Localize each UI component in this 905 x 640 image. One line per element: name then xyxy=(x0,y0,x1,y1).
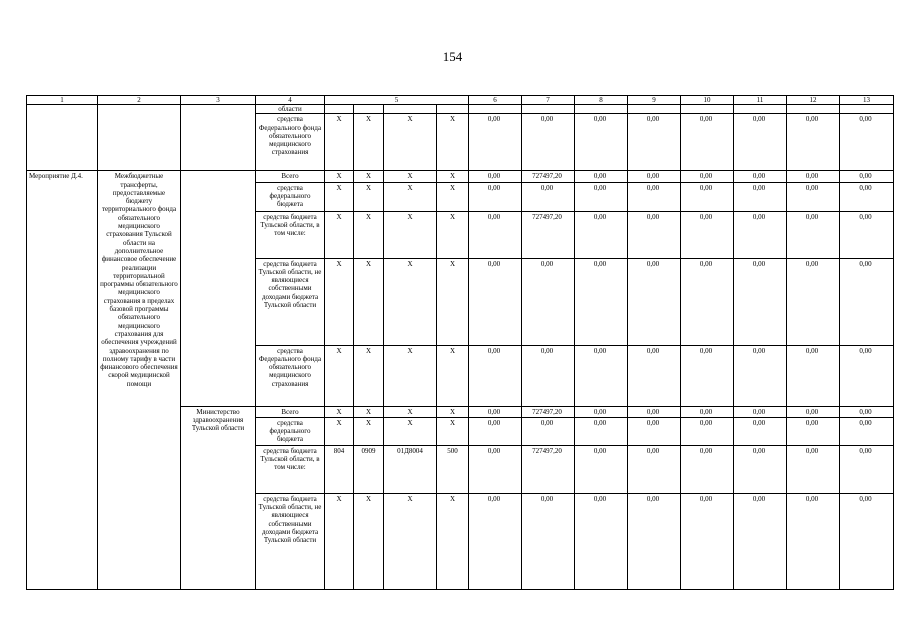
code-cell: Х xyxy=(325,406,354,417)
value-cell: 0,00 xyxy=(681,345,734,406)
table-cell xyxy=(787,105,840,114)
value-cell: 0,00 xyxy=(840,417,894,445)
value-cell: 0,00 xyxy=(628,345,681,406)
code-cell: Х xyxy=(384,258,437,345)
header-cell: 2 xyxy=(98,96,181,105)
value-cell: 0,00 xyxy=(469,211,522,258)
header-cell: 6 xyxy=(469,96,522,105)
header-cell: 9 xyxy=(628,96,681,105)
code-cell: Х xyxy=(384,493,437,589)
value-cell: 0,00 xyxy=(469,182,522,211)
code-cell: Х xyxy=(354,258,384,345)
table-cell xyxy=(384,105,437,114)
value-cell: 727497,20 xyxy=(522,406,575,417)
value-cell: 0,00 xyxy=(840,258,894,345)
value-cell: 0,00 xyxy=(787,182,840,211)
table-cell xyxy=(734,105,787,114)
value-cell: 0,00 xyxy=(575,211,628,258)
value-cell: 0,00 xyxy=(787,114,840,171)
header-cell: 13 xyxy=(840,96,894,105)
value-cell: 0,00 xyxy=(840,493,894,589)
value-cell: 0,00 xyxy=(628,445,681,493)
table-cell xyxy=(98,105,181,171)
value-cell: 0,00 xyxy=(681,417,734,445)
value-cell: 0,00 xyxy=(787,258,840,345)
value-cell: 0,00 xyxy=(840,211,894,258)
code-cell: Х xyxy=(325,114,354,171)
code-cell: Х xyxy=(325,211,354,258)
source-cell: Всего xyxy=(256,406,325,417)
table-row xyxy=(27,105,894,114)
source-cell: средства Федерального фонда обязательного медицинского страхования xyxy=(256,345,325,406)
source-cell: средства бюджета Тульской области, не являющиеся собственными доходами бюджета Тульской области xyxy=(256,258,325,345)
value-cell: 0,00 xyxy=(787,445,840,493)
value-cell: 0,00 xyxy=(681,445,734,493)
code-cell: Х xyxy=(384,182,437,211)
table-cell xyxy=(354,105,384,114)
code-cell: Х xyxy=(325,258,354,345)
value-cell: 0,00 xyxy=(628,406,681,417)
code-cell: Х xyxy=(354,114,384,171)
value-cell: 0,00 xyxy=(575,258,628,345)
code-cell: Х xyxy=(354,345,384,406)
header-cell: 10 xyxy=(681,96,734,105)
value-cell: 0,00 xyxy=(681,493,734,589)
value-cell: 0,00 xyxy=(628,211,681,258)
table-cell xyxy=(437,105,469,114)
value-cell: 0,00 xyxy=(469,345,522,406)
table-cell xyxy=(181,171,256,406)
code-cell: Х xyxy=(384,417,437,445)
source-cell: средства федерального бюджета xyxy=(256,182,325,211)
code-cell: Х xyxy=(437,211,469,258)
value-cell: 0,00 xyxy=(522,493,575,589)
code-cell: Х xyxy=(437,258,469,345)
event-code: Мероприятие Д.4. xyxy=(27,171,98,590)
value-cell: 0,00 xyxy=(681,211,734,258)
value-cell: 0,00 xyxy=(628,171,681,182)
value-cell: 0,00 xyxy=(681,406,734,417)
table-cell xyxy=(522,105,575,114)
table-row xyxy=(27,171,894,182)
source-cell: средства бюджета Тульской области, в том числе: xyxy=(256,211,325,258)
code-cell: Х xyxy=(384,114,437,171)
header-cell: 1 xyxy=(27,96,98,105)
header-cell: 8 xyxy=(575,96,628,105)
value-cell: 0,00 xyxy=(628,417,681,445)
value-cell: 0,00 xyxy=(469,445,522,493)
table-cell xyxy=(681,105,734,114)
value-cell: 0,00 xyxy=(734,114,787,171)
code-grbs: 804 xyxy=(325,445,354,493)
code-cell: Х xyxy=(354,171,384,182)
value-cell: 0,00 xyxy=(469,258,522,345)
budget-table xyxy=(26,95,894,590)
code-cell: Х xyxy=(354,211,384,258)
value-cell: 0,00 xyxy=(628,182,681,211)
code-csr: 01Д8004 xyxy=(384,445,437,493)
table-cell xyxy=(840,105,894,114)
code-cell: Х xyxy=(437,493,469,589)
code-cell: Х xyxy=(325,493,354,589)
value-cell: 0,00 xyxy=(575,417,628,445)
table-cell xyxy=(628,105,681,114)
value-cell: 0,00 xyxy=(734,345,787,406)
event-name: Межбюджетные трансферты, предоставляемые бюджету территориального фонда обязательного медицинского страхования Тульской области на дополнительное финансовое обеспечение реализации территориальной программы обязательного медицинского страхования в пределах базовой программы обязательного медицинского страхования для обеспечения учреждений здравоохранения по полному тарифу в части финансового обеспечения скорой медицинской помощи xyxy=(98,171,181,590)
value-cell: 0,00 xyxy=(575,182,628,211)
table-cell xyxy=(575,105,628,114)
value-cell: 0,00 xyxy=(522,417,575,445)
value-cell: 0,00 xyxy=(522,345,575,406)
value-cell: 0,00 xyxy=(575,406,628,417)
code-cell: Х xyxy=(384,171,437,182)
value-cell: 0,00 xyxy=(840,182,894,211)
code-cell: Х xyxy=(437,417,469,445)
value-cell: 0,00 xyxy=(628,258,681,345)
value-cell: 0,00 xyxy=(522,182,575,211)
code-cell: Х xyxy=(354,493,384,589)
header-cell: 3 xyxy=(181,96,256,105)
value-cell: 0,00 xyxy=(734,493,787,589)
code-cell: Х xyxy=(354,406,384,417)
header-row xyxy=(27,96,894,105)
table-cell xyxy=(325,105,354,114)
source-cell: области xyxy=(256,105,325,114)
value-cell: 0,00 xyxy=(840,406,894,417)
value-cell: 0,00 xyxy=(575,445,628,493)
value-cell: 0,00 xyxy=(628,493,681,589)
page-number: 154 xyxy=(442,49,463,64)
value-cell: 0,00 xyxy=(575,345,628,406)
value-cell: 0,00 xyxy=(522,258,575,345)
value-cell: 0,00 xyxy=(681,171,734,182)
value-cell: 0,00 xyxy=(522,114,575,171)
value-cell: 0,00 xyxy=(469,493,522,589)
value-cell: 0,00 xyxy=(840,171,894,182)
table-cell xyxy=(469,105,522,114)
code-cell: Х xyxy=(437,406,469,417)
value-cell: 0,00 xyxy=(787,211,840,258)
value-cell: 0,00 xyxy=(840,114,894,171)
source-cell: средства федерального бюджета xyxy=(256,417,325,445)
value-cell: 0,00 xyxy=(734,445,787,493)
value-cell: 0,00 xyxy=(469,406,522,417)
code-vr: 500 xyxy=(437,445,469,493)
executor-cell: Министерство здравоохранения Тульской области xyxy=(181,406,256,589)
value-cell: 0,00 xyxy=(575,114,628,171)
code-cell: Х xyxy=(354,182,384,211)
value-cell: 0,00 xyxy=(681,258,734,345)
value-cell: 0,00 xyxy=(681,182,734,211)
value-cell: 0,00 xyxy=(681,114,734,171)
header-cell: 11 xyxy=(734,96,787,105)
code-cell: Х xyxy=(437,171,469,182)
source-cell: Всего xyxy=(256,171,325,182)
code-cell: Х xyxy=(325,182,354,211)
header-cell: 5 xyxy=(325,96,469,105)
header-cell: 12 xyxy=(787,96,840,105)
value-cell: 727497,20 xyxy=(522,445,575,493)
value-cell: 727497,20 xyxy=(522,171,575,182)
value-cell: 0,00 xyxy=(734,171,787,182)
value-cell: 0,00 xyxy=(787,417,840,445)
value-cell: 0,00 xyxy=(787,406,840,417)
value-cell: 0,00 xyxy=(734,417,787,445)
value-cell: 0,00 xyxy=(787,493,840,589)
value-cell: 0,00 xyxy=(734,182,787,211)
value-cell: 727497,20 xyxy=(522,211,575,258)
value-cell: 0,00 xyxy=(840,345,894,406)
header-cell: 7 xyxy=(522,96,575,105)
code-cell: Х xyxy=(325,417,354,445)
code-cell: Х xyxy=(384,211,437,258)
value-cell: 0,00 xyxy=(469,171,522,182)
source-cell: средства бюджета Тульской области, в том числе: xyxy=(256,445,325,493)
table-cell xyxy=(27,105,98,171)
header-cell: 4 xyxy=(256,96,325,105)
table-cell xyxy=(181,105,256,171)
value-cell: 0,00 xyxy=(734,406,787,417)
value-cell: 0,00 xyxy=(575,493,628,589)
value-cell: 0,00 xyxy=(734,258,787,345)
value-cell: 0,00 xyxy=(734,211,787,258)
value-cell: 0,00 xyxy=(840,445,894,493)
code-cell: Х xyxy=(325,345,354,406)
value-cell: 0,00 xyxy=(787,345,840,406)
code-cell: Х xyxy=(384,406,437,417)
code-cell: Х xyxy=(354,417,384,445)
value-cell: 0,00 xyxy=(628,114,681,171)
value-cell: 0,00 xyxy=(787,171,840,182)
code-cell: Х xyxy=(384,345,437,406)
source-cell: средства бюджета Тульской области, не являющиеся собственными доходами бюджета Тульской области xyxy=(256,493,325,589)
code-cell: Х xyxy=(437,114,469,171)
source-cell: средства Федерального фонда обязательного медицинского страхования xyxy=(256,114,325,171)
value-cell: 0,00 xyxy=(469,417,522,445)
value-cell: 0,00 xyxy=(469,114,522,171)
code-cell: Х xyxy=(437,182,469,211)
code-cell: Х xyxy=(325,171,354,182)
code-cell: Х xyxy=(437,345,469,406)
value-cell: 0,00 xyxy=(575,171,628,182)
code-rzpr: 0909 xyxy=(354,445,384,493)
